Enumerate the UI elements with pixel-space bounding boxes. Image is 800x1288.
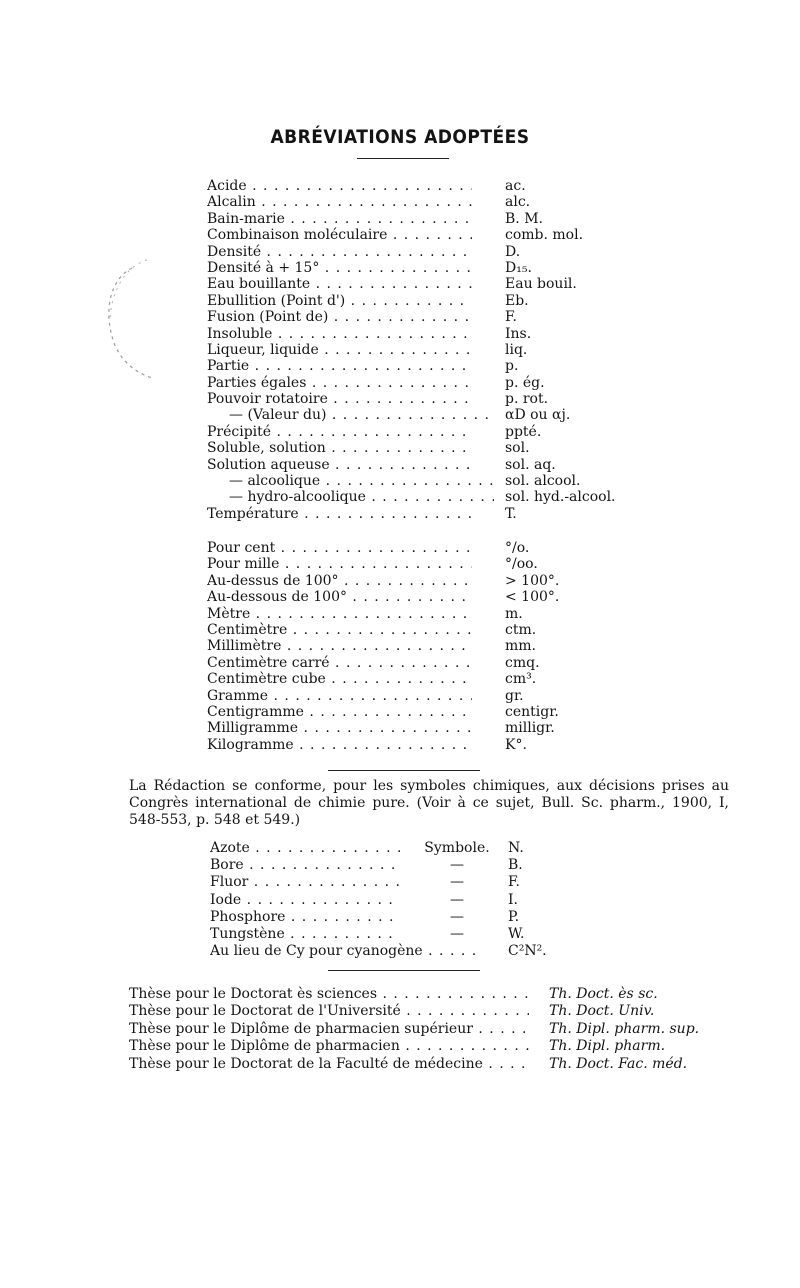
abbr: sol. aq. [505, 456, 556, 473]
term: Partie . . . [207, 358, 472, 374]
term: Parties égales . . . [207, 375, 472, 391]
list-item [207, 737, 667, 753]
page-title: ABRÉVIATIONS ADOPTÉES [270, 126, 530, 148]
term: Densité . . . [207, 244, 472, 260]
list-item [207, 720, 667, 736]
section-rule [328, 770, 480, 771]
term: Centimètre cube . . . [207, 671, 472, 687]
list-item [207, 556, 667, 572]
thesis-abbr: Th. Doct. Fac. méd. [549, 1055, 688, 1072]
list-item [207, 260, 667, 276]
list-item [207, 227, 667, 243]
symbols-paragraph: La Rédaction se conforme, pour les symboles chimiques, aux décisions prises au Congrès international de chimie pure. (Voir à ce sujet, Bull. Sc. pharm., 1900, I, 548-553, p. 548 et 549.) [129, 778, 729, 828]
symbol: C²N². [508, 943, 547, 960]
list-item [207, 457, 667, 473]
term: Kilogramme . . . [207, 737, 472, 753]
term: Centimètre carré . . . [207, 655, 472, 671]
list-item [207, 671, 667, 687]
term: Fusion (Point de) . . . [207, 309, 472, 325]
list-item [207, 178, 667, 194]
list-item [207, 309, 667, 325]
list-item [207, 391, 667, 407]
list-item [207, 655, 667, 671]
list-item [210, 909, 590, 926]
element: Tungstène . . . [210, 926, 400, 943]
list-item [207, 573, 667, 589]
abbr: D₁₅. [505, 259, 532, 276]
abbr: gr. [505, 687, 524, 704]
term: Ebullition (Point d') . . . [207, 293, 472, 309]
list-item [207, 358, 667, 374]
symbol-label: — [450, 908, 464, 925]
thesis-abbreviations-list [129, 986, 729, 1073]
chemical-symbols-list [210, 840, 590, 960]
list-item [207, 704, 667, 720]
list-item [207, 540, 667, 556]
list-item [207, 622, 667, 638]
abbr: αD ou αj. [505, 407, 571, 424]
term: Eau bouillante . . . [207, 276, 472, 292]
thesis-abbr: Th. Doct. ès sc. [549, 986, 658, 1002]
symbol: P. [508, 908, 520, 925]
abbr: D. [505, 243, 521, 260]
list-item [207, 688, 667, 704]
element: Azote . . . [210, 840, 400, 857]
list-item [207, 638, 667, 654]
list-item [207, 473, 667, 489]
term: Bain-marie . . . [207, 211, 472, 227]
thesis-abbr: Th. Doct. Univ. [549, 1003, 655, 1020]
abbr: °/oo. [505, 556, 538, 573]
term: Densité à + 15° . . . [207, 260, 472, 276]
symbol: W. [508, 925, 525, 942]
abbr: p. rot. [505, 391, 549, 408]
abbr: p. [505, 358, 519, 375]
thesis-abbr: Th. Dipl. pharm. sup. [549, 1020, 700, 1037]
term: Centimètre . . . [207, 622, 472, 638]
term: Au-dessous de 100° . . . [207, 589, 472, 605]
term: Température . . . [207, 506, 472, 522]
abbr: cm³. [505, 671, 537, 688]
abbr: > 100°. [505, 572, 560, 589]
list-item [210, 892, 590, 909]
list-item [210, 874, 590, 891]
thesis-abbr: Th. Dipl. pharm. [549, 1038, 666, 1055]
abbr: comb. mol. [505, 227, 584, 244]
list-item [129, 986, 729, 1003]
thesis-desc: Thèse pour le Diplôme de pharmacien supérieur . . . [129, 1021, 529, 1038]
term: — hydro-alcoolique . . . [207, 489, 494, 505]
element: Iode . . . [210, 892, 400, 909]
list-item [129, 1056, 729, 1073]
term: Soluble, solution . . . [207, 440, 472, 456]
term: Mètre . . . [207, 606, 472, 622]
list-item [207, 407, 667, 423]
symbol: I. [508, 891, 518, 908]
term: Pour cent . . . [207, 540, 472, 556]
abbr: Eb. [505, 292, 529, 309]
abbr: m. [505, 605, 523, 622]
list-item [207, 606, 667, 622]
thesis-desc: Thèse pour le Doctorat de l'Université . . . [129, 1003, 529, 1020]
term: Pouvoir rotatoire . . . [207, 391, 472, 407]
list-item [210, 857, 590, 874]
list-item [207, 506, 667, 522]
thesis-desc: Thèse pour le Doctorat de la Faculté de médecine . . . [129, 1056, 529, 1073]
term: — (Valeur du) . . . [207, 407, 494, 423]
list-item [210, 943, 590, 960]
list-item [207, 211, 667, 227]
abbr: sol. [505, 440, 530, 457]
list-item [207, 342, 667, 358]
list-item [207, 326, 667, 342]
term: Combinaison moléculaire . . . [207, 227, 472, 243]
abbr: liq. [505, 341, 528, 358]
abbr: B. M. [505, 210, 543, 227]
abbr: cmq. [505, 654, 540, 671]
abbr: F. [505, 309, 517, 326]
list-item [207, 276, 667, 292]
abbr: Eau bouil. [505, 276, 577, 293]
abbr: K°. [505, 736, 527, 753]
abbr: Ins. [505, 325, 532, 342]
abbr: ctm. [505, 621, 537, 638]
list-item [210, 926, 590, 943]
abbr: T. [505, 505, 517, 522]
term: Liqueur, liquide . . . [207, 342, 472, 358]
term: Milligramme . . . [207, 720, 472, 736]
thesis-desc: Thèse pour le Diplôme de pharmacien . . . [129, 1038, 529, 1055]
term: Gramme . . . [207, 688, 472, 704]
title-rule [357, 158, 449, 159]
abbreviations-list [207, 178, 667, 522]
abbr: ppté. [505, 423, 542, 440]
symbol-label: Symbole. [424, 840, 490, 856]
list-item [207, 293, 667, 309]
list-item [207, 375, 667, 391]
term: — alcoolique . . . [207, 473, 494, 489]
abbr: milligr. [505, 720, 555, 737]
symbol-label: — [450, 874, 464, 891]
symbol: B. [508, 857, 523, 874]
term: Millimètre . . . [207, 638, 472, 654]
list-item [210, 840, 590, 857]
list-item [207, 440, 667, 456]
element: Bore . . . [210, 857, 400, 874]
list-item [207, 489, 667, 505]
abbr: ac. [505, 178, 526, 194]
list-item [129, 1021, 729, 1038]
symbol-label: — [450, 925, 464, 942]
list-item [207, 244, 667, 260]
term: Pour mille . . . [207, 556, 472, 572]
library-stamp-mark [92, 248, 192, 388]
units-list [207, 540, 667, 753]
symbol: F. [508, 874, 520, 891]
term: Centigramme . . . [207, 704, 472, 720]
abbr: < 100°. [505, 589, 560, 606]
term: Insoluble . . . [207, 326, 472, 342]
element: Fluor . . . [210, 874, 400, 891]
abbr: centigr. [505, 703, 559, 720]
abbr: alc. [505, 194, 531, 211]
abbr: mm. [505, 638, 537, 655]
abbr: p. ég. [505, 374, 545, 391]
abbr: sol. hyd.-alcool. [505, 489, 616, 506]
symbol-label: — [450, 891, 464, 908]
list-item [207, 194, 667, 210]
symbol-label: — [450, 857, 464, 874]
list-item [129, 1003, 729, 1020]
abbr: sol. alcool. [505, 473, 581, 490]
list-item [129, 1038, 729, 1055]
section-rule [328, 970, 480, 971]
term: Solution aqueuse . . . [207, 457, 472, 473]
abbr: °/o. [505, 540, 530, 556]
list-item [207, 589, 667, 605]
term: Alcalin . . . [207, 194, 472, 210]
term: Précipité . . . [207, 424, 472, 440]
term: Au-dessus de 100° . . . [207, 573, 472, 589]
term: Acide . . . [207, 178, 472, 194]
symbol: N. [508, 840, 524, 856]
thesis-desc: Thèse pour le Doctorat ès sciences . . . [129, 986, 529, 1003]
list-item [207, 424, 667, 440]
element: Phosphore . . . [210, 909, 400, 926]
cyanogen-note: Au lieu de Cy pour cyanogène . . . [210, 943, 475, 960]
